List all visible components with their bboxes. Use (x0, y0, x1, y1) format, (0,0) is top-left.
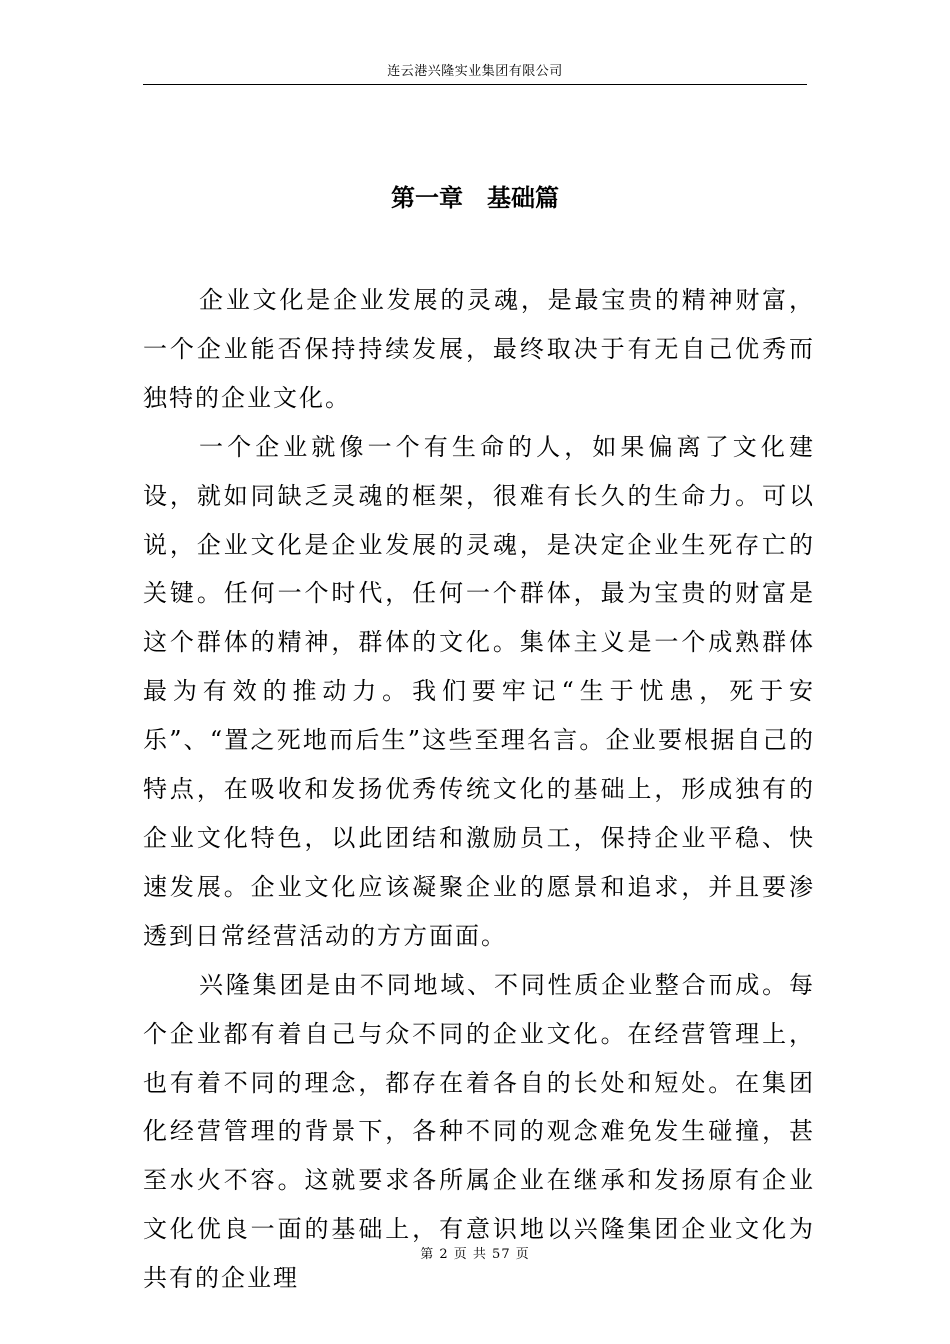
chapter-title: 第一章 基础篇 (391, 184, 559, 212)
paragraph-1: 企业文化是企业发展的灵魂，是最宝贵的精神财富，一个企业能否保持持续发展，最终取决于有无自己优秀而独特的企业文化。 (143, 286, 815, 412)
paragraph-2: 一个企业就像一个有生命的人，如果偏离了文化建设，就如同缺乏灵魂的框架，很难有长久的生命力。可以说，企业文化是企业发展的灵魂，是决定企业生死存亡的关键。任何一个时代，任何一个群体，最为宝贵的财富是这个群体的精神，群体的文化。集体主义是一个成熟群体最为有效的推动力。我们要牢记“生于忧患，死于安乐”、“置之死地而后生”这些至理名言。企业要根据自己的特点，在吸收和发扬优秀传统文化的基础上，形成独有的企业文化特色，以此团结和激励员工，保持企业平稳、快速发展。企业文化应该凝聚企业的愿景和追求，并且要渗透到日常经营活动的方方面面。 (143, 432, 815, 950)
page-header (143, 62, 807, 85)
paragraph-3: 兴隆集团是由不同地域、不同性质企业整合而成。每个企业都有着自己与众不同的企业文化。在经营管理上，也有着不同的理念，都存在着各自的长处和短处。在集团化经营管理的背景下，各种不同的观念难免发生碰撞，甚至水火不容。这就要求各所属企业在继承和发扬原有企业文化优良一面的基础上，有意识地以兴隆集团企业文化为共有的企业理 (143, 970, 815, 1293)
page-number: 第 2 页 共 57 页 (420, 1247, 530, 1262)
body-text (143, 276, 815, 1303)
page-footer (143, 1245, 807, 1265)
header-company-name: 连云港兴隆实业集团有限公司 (387, 64, 563, 79)
